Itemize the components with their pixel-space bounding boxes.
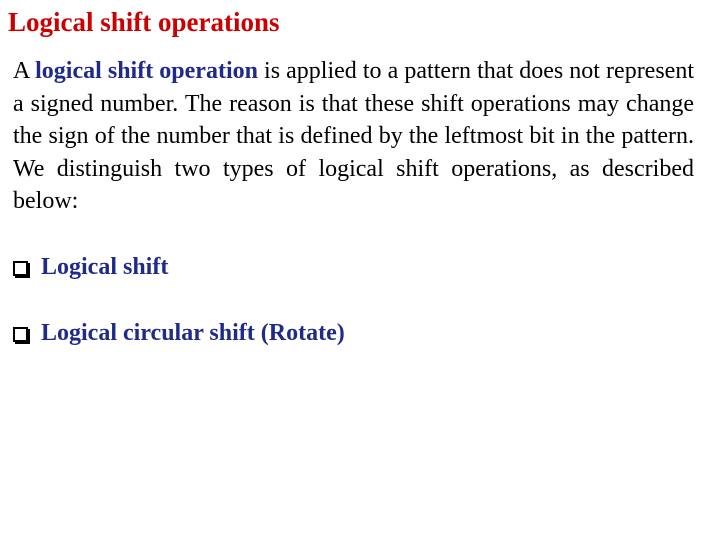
checkbox-bullet-icon xyxy=(13,327,28,342)
bullet-label: Logical shift xyxy=(41,254,169,280)
bullet-logical-circular-shift xyxy=(13,319,345,348)
bullet-label: Logical circular shift (Rotate) xyxy=(41,320,345,346)
paragraph-text: is applied to a pattern that does not represent a signed number. The reason is that these shift operations may change the sign of the number that is defined by the leftmost bit in the pattern. We distinguish two types of logical shift operations, as described below: xyxy=(13,58,694,214)
paragraph-prefix: A xyxy=(13,58,36,84)
intro-paragraph xyxy=(13,55,694,218)
slide-title: Logical shift operations xyxy=(8,7,280,37)
bullet-logical-shift xyxy=(13,253,168,282)
paragraph-emphasis: logical shift operation xyxy=(35,58,258,84)
checkbox-bullet-icon xyxy=(13,261,28,276)
